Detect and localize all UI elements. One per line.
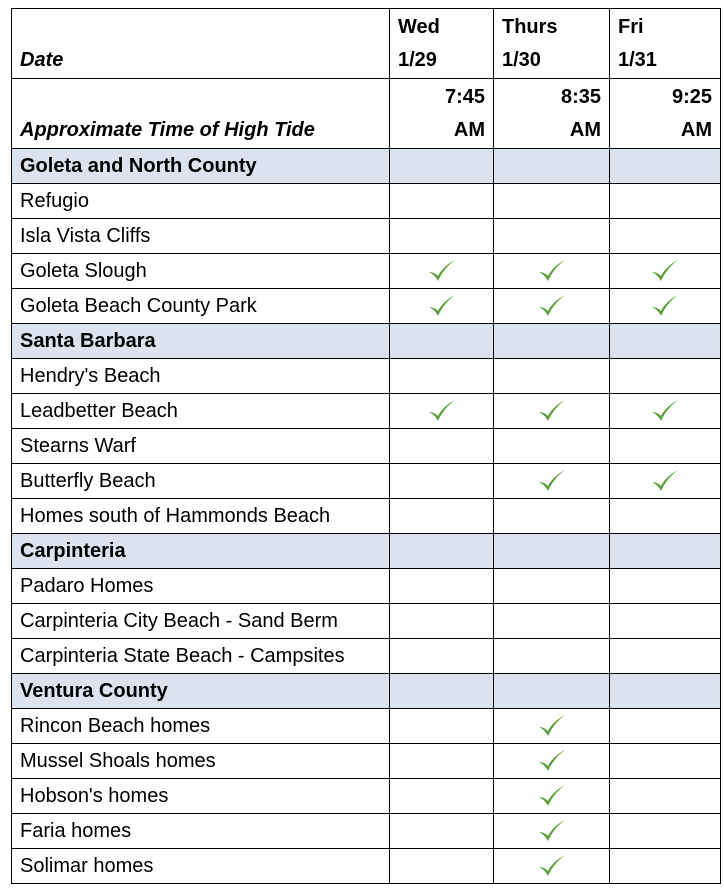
tide-impact-cell [390,394,494,429]
table-row [12,254,721,289]
tide-impact-cell [494,394,610,429]
tide-impact-cell [610,429,721,464]
table-row [12,814,721,849]
tide-ampm: AM [680,119,712,141]
location-name: Leadbetter Beach [12,394,390,429]
table-body [12,9,721,884]
checkmark-icon [650,292,680,320]
location-name: Carpinteria State Beach - Campsites [12,639,390,674]
section-header-row [12,324,721,359]
tide-impact-cell [610,219,721,254]
tide-impact-cell [494,569,610,604]
section-header-row [12,149,721,184]
section-blank-cell [610,149,721,184]
location-name: Homes south of Hammonds Beach [12,499,390,534]
tide-impact-cell [494,709,610,744]
tide-time-fri [610,79,721,149]
tide-impact-cell [610,849,721,884]
section-blank-cell [610,674,721,709]
table-row [12,604,721,639]
date-label-cell [12,9,390,79]
tide-impact-cell [494,814,610,849]
table-row [12,394,721,429]
tide-impact-cell [390,254,494,289]
day-header-thurs [494,9,610,79]
checkmark-icon [537,817,567,845]
location-name: Mussel Shoals homes [12,744,390,779]
tide-impact-cell [610,254,721,289]
tide-impact-cell [610,779,721,814]
table-row [12,359,721,394]
table-row [12,569,721,604]
tide-impact-cell [610,639,721,674]
checkmark-icon [537,747,567,775]
tide-impact-cell [610,569,721,604]
day-name: Fri [618,16,644,38]
tide-impact-cell [610,604,721,639]
tide-impact-cell [390,359,494,394]
checkmark-icon [537,712,567,740]
location-name: Refugio [12,184,390,219]
checkmark-icon [427,397,457,425]
checkmark-icon [650,397,680,425]
checkmark-icon [537,782,567,810]
tide-time-wed [390,79,494,149]
section-blank-cell [610,324,721,359]
checkmark-icon [537,397,567,425]
tide-time-thurs [494,79,610,149]
tide-impact-cell [390,779,494,814]
checkmark-icon [427,292,457,320]
day-date: 1/29 [398,49,437,71]
tide-impact-cell [494,429,610,464]
table-row [12,219,721,254]
day-name: Thurs [502,16,558,38]
day-header-fri [610,9,721,79]
tide-impact-cell [390,604,494,639]
tide-impact-cell [610,464,721,499]
time-label: Approximate Time of High Tide [20,119,315,141]
tide-impact-cell [610,184,721,219]
section-header-row [12,534,721,569]
section-header-row [12,674,721,709]
table-row [12,289,721,324]
tide-time: 9:25 [671,86,712,108]
section-blank-cell [390,149,494,184]
table-row [12,709,721,744]
section-blank-cell [390,674,494,709]
location-name: Faria homes [12,814,390,849]
section-title: Santa Barbara [12,324,390,359]
location-name: Goleta Beach County Park [12,289,390,324]
tide-impact-cell [390,429,494,464]
location-name: Solimar homes [12,849,390,884]
day-date: 1/30 [502,49,541,71]
tide-impact-cell [610,814,721,849]
tide-impact-cell [610,289,721,324]
tide-impact-cell [494,289,610,324]
section-blank-cell [494,324,610,359]
tide-impact-cell [494,464,610,499]
checkmark-icon [650,257,680,285]
tide-impact-cell [390,814,494,849]
tide-impact-cell [610,394,721,429]
table-row [12,779,721,814]
location-name: Butterfly Beach [12,464,390,499]
location-name: Padaro Homes [12,569,390,604]
location-name: Isla Vista Cliffs [12,219,390,254]
tide-impact-cell [390,219,494,254]
checkmark-icon [427,257,457,285]
tide-impact-cell [390,289,494,324]
location-name: Hendry's Beach [12,359,390,394]
tide-impact-cell [494,779,610,814]
location-name: Rincon Beach homes [12,709,390,744]
tide-ampm: AM [569,119,601,141]
tide-impact-cell [610,499,721,534]
tide-impact-cell [390,499,494,534]
location-name: Hobson's homes [12,779,390,814]
tide-impact-cell [390,744,494,779]
tide-impact-cell [390,709,494,744]
tide-impact-cell [610,359,721,394]
tide-impact-cell [610,744,721,779]
checkmark-icon [537,257,567,285]
checkmark-icon [537,852,567,880]
section-title: Ventura County [12,674,390,709]
tide-impact-cell [494,604,610,639]
tide-impact-cell [494,499,610,534]
tide-impact-cell [390,639,494,674]
tide-impact-cell [494,744,610,779]
day-date: 1/31 [618,49,657,71]
table-row [12,429,721,464]
tide-impact-cell [390,849,494,884]
checkmark-icon [537,467,567,495]
section-blank-cell [390,534,494,569]
tide-impact-cell [390,464,494,499]
section-blank-cell [390,324,494,359]
header-row-date [12,9,721,79]
tide-impact-cell [390,184,494,219]
checkmark-icon [537,292,567,320]
tide-impact-cell [494,184,610,219]
tide-time: 8:35 [560,86,601,108]
table-row [12,499,721,534]
tide-impact-cell [494,639,610,674]
location-name: Stearns Warf [12,429,390,464]
day-header-wed [390,9,494,79]
section-title: Goleta and North County [12,149,390,184]
tide-time: 7:45 [444,86,485,108]
tide-impact-cell [494,849,610,884]
table-row [12,464,721,499]
table-row [12,184,721,219]
high-tide-table [11,8,721,884]
section-blank-cell [494,674,610,709]
table-row [12,849,721,884]
tide-impact-cell [494,359,610,394]
table-row [12,744,721,779]
section-blank-cell [610,534,721,569]
section-title: Carpinteria [12,534,390,569]
day-name: Wed [398,16,440,38]
time-label-cell [12,79,390,149]
header-row-time [12,79,721,149]
checkmark-icon [650,467,680,495]
tide-impact-cell [390,569,494,604]
tide-impact-cell [494,219,610,254]
location-name: Goleta Slough [12,254,390,289]
location-name: Carpinteria City Beach - Sand Berm [12,604,390,639]
date-label: Date [20,49,64,71]
tide-impact-cell [610,709,721,744]
tide-ampm: AM [453,119,485,141]
tide-impact-cell [494,254,610,289]
table-row [12,639,721,674]
section-blank-cell [494,149,610,184]
section-blank-cell [494,534,610,569]
